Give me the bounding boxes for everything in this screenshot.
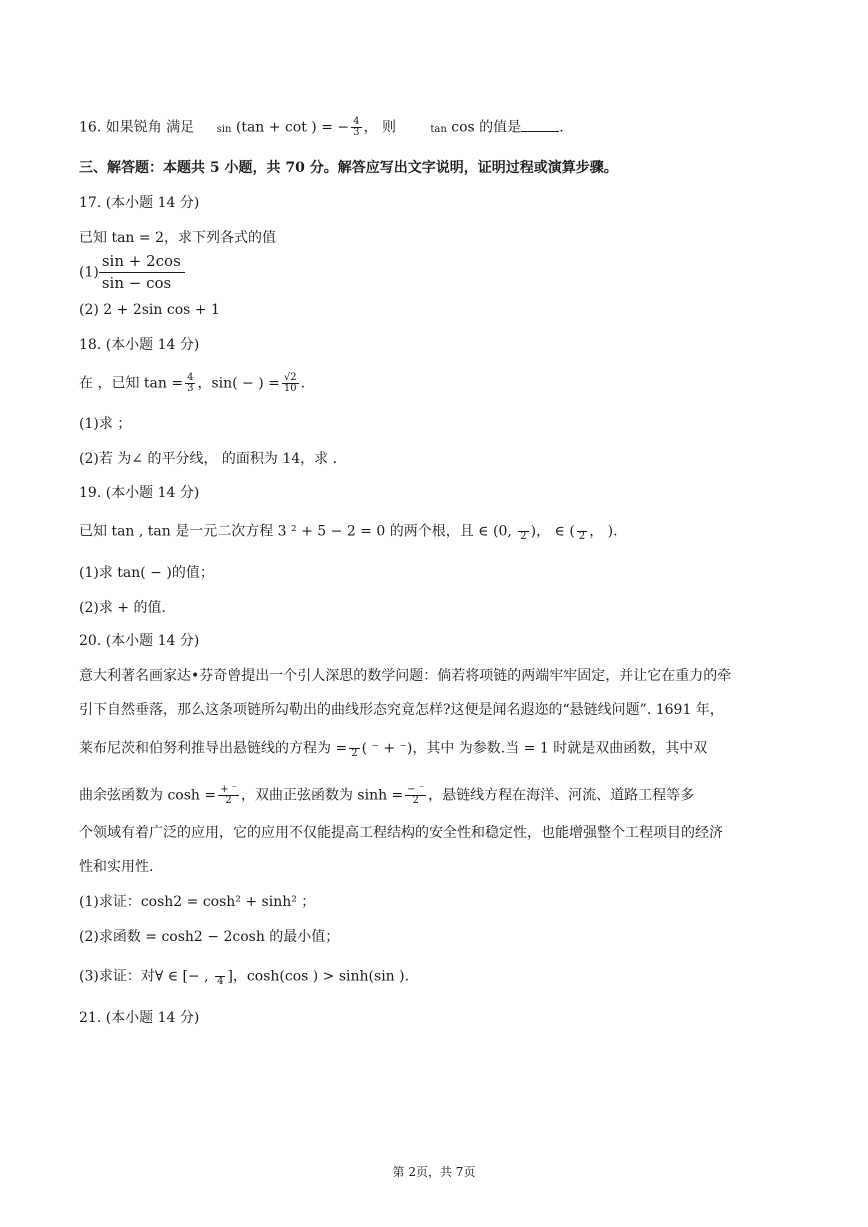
q20-line4-a: 曲余弦函数为 cosh =: [79, 787, 217, 804]
q19-given-b: )， ∈ (: [530, 523, 575, 540]
q18-part1: (1)求 ；: [79, 416, 132, 432]
q20-line1: 意大利著名画家达•芬奇曾提出一个引人深思的数学问题：倘若将项链的两端牢牢固定，并让它在重力的牵: [79, 668, 732, 684]
q18-part2: (2)若 为∠ 的平分线， 的面积为 14，求 .: [79, 451, 338, 467]
q19-fraction-1: 2: [518, 521, 528, 542]
q20-line3-b: ( ⁻ + ⁻)，其中 为参数.当 = 1 时就是双曲函数，其中双: [361, 740, 708, 757]
q18-given-c: .: [300, 375, 306, 392]
q20-part3-a: (3)求证：对∀ ∈ [− ,: [79, 968, 214, 985]
q19-part2: (2)求 + 的值.: [79, 600, 166, 616]
q20-line5: 个领域有着广泛的应用，它的应用不仅能提高工程结构的安全性和稳定性，也能增强整个工程项目的经济: [79, 825, 723, 841]
q19-head: 19. (本小题 14 分): [79, 485, 200, 501]
q17-part1: [79, 252, 185, 293]
q19-given: [79, 521, 618, 542]
q18-fraction-1: $\frac{4}{3}$: [187, 372, 194, 394]
q19-given-a: 已知 tan , tan 是一元二次方程 3 ² + 5 − 2 = 0 的两个根，且 ∈ (0,: [79, 523, 517, 540]
q21-head: 21. (本小题 14 分): [79, 1010, 200, 1026]
q16-prefix: 16. 如果锐角 满足: [79, 119, 195, 136]
q16-tan: tan: [430, 123, 447, 135]
q20-line3-a: 莱布尼茨和伯努利推导出悬链线的方程为 =: [79, 740, 348, 757]
q17-part1-fraction: $\frac{\sin + 2\cos}{\sin - \cos}$: [99, 252, 185, 293]
q18-given-a: 在 ，已知 tan =: [79, 375, 184, 392]
q20-part2: (2)求函数 = cosh2 − 2cosh 的最小值；: [79, 929, 340, 945]
q20-head: 20. (本小题 14 分): [79, 633, 200, 649]
q18-head: 18. (本小题 14 分): [79, 337, 200, 353]
q20-part3-b: ]，cosh(cos ) > sinh(sin ).: [227, 968, 410, 985]
page-footer: 第 2页，共 7页: [392, 1165, 476, 1179]
q20-line3-fraction: 2: [349, 738, 359, 759]
q20-line4-b: ，双曲正弦函数为 sinh =: [240, 787, 404, 804]
q20-line3: [79, 738, 707, 759]
q16-end: .: [559, 119, 564, 136]
q19-part1: (1)求 tan( − )的值；: [79, 565, 214, 581]
q20-part3-fraction: 4: [215, 966, 225, 987]
q16-sin: sin: [216, 123, 232, 135]
q18-given: [79, 373, 305, 394]
q20-line4-c: ，悬链线方程在海洋、河流、道路工程等多: [428, 787, 695, 804]
q20-cosh-fraction: $\frac{+ ^-}{2}$: [220, 784, 237, 806]
q18-fraction-2: $\frac{√2}{10}$: [283, 372, 297, 394]
q20-line2: 引下自然垂落，那么这条项链所勾勒出的曲线形态究竟怎样?这便是闻名遐迩的“悬链线问题”. 1691 年，: [79, 702, 724, 718]
q18-given-b: ，sin( − ) =: [197, 375, 280, 392]
answer-blank: [521, 119, 559, 132]
q20-sinh-fraction: $\frac{- ^-}{2}$: [407, 784, 425, 806]
q20-part1: (1)求证：cosh2 = cosh² + sinh² ；: [79, 894, 316, 910]
q17-given: 已知 tan = 2，求下列各式的值: [79, 230, 276, 246]
q16-paren: (tan + cot ) = −: [235, 119, 350, 136]
q20-part3: [79, 966, 409, 987]
q16-cos: cos 的值是: [446, 119, 522, 136]
q16-fraction: $\frac{4}{3}$: [353, 116, 360, 138]
q17-part1-label: (1): [79, 264, 99, 281]
q20-line6: 性和实用性.: [79, 859, 154, 875]
q17-part2: (2) 2 + 2sin cos + 1: [79, 302, 220, 318]
q16-mid: ， 则: [363, 119, 396, 136]
q17-head: 17. (本小题 14 分): [79, 195, 200, 211]
section-3-heading: 三、解答题：本题共 5 小题，共 70 分。解答应写出文字说明，证明过程或演算步骤。: [79, 160, 618, 176]
q19-fraction-2: 2: [577, 521, 587, 542]
question-16: [79, 117, 564, 140]
q19-given-c: ， ).: [589, 523, 618, 540]
q20-line4: [79, 785, 694, 806]
